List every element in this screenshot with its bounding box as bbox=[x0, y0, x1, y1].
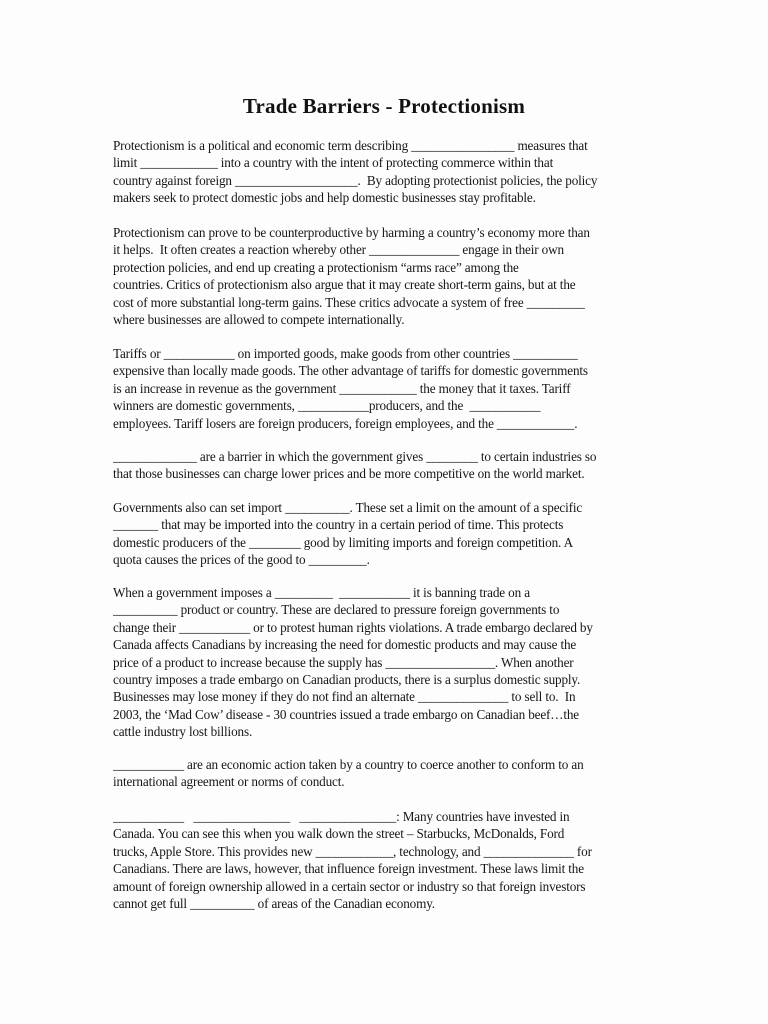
text-line: country imposes a trade embargo on Canadian products, there is a surplus domestic supply. bbox=[113, 672, 581, 688]
text-line: Protectionism can prove to be counterproductive by harming a country’s economy more than bbox=[113, 225, 590, 240]
text-line: cost of more substantial long-term gains. These critics advocate a system of free _________ bbox=[113, 294, 585, 310]
text-line: is an increase in revenue as the government ____________ the money that it taxes. Tariff bbox=[113, 380, 571, 396]
text-line: ___________ _______________ _______________: Many countries have invested in bbox=[113, 809, 570, 824]
text-line: _______ that may be imported into the country in a certain period of time. This protects bbox=[113, 517, 564, 533]
paragraph-subsidies bbox=[113, 448, 655, 483]
text-line: employees. Tariff losers are foreign producers, foreign employees, and the ____________. bbox=[113, 415, 578, 431]
text-line: ___________ are an economic action taken by a country to coerce another to conform to an bbox=[113, 757, 584, 772]
text-line: change their ___________ or to protest human rights violations. A trade embargo declared by bbox=[113, 619, 593, 635]
paragraph-sanctions bbox=[113, 756, 655, 791]
paragraph-protectionism-definition bbox=[113, 137, 655, 207]
page-title: Trade Barriers - Protectionism bbox=[242, 94, 526, 118]
text-line: domestic producers of the ________ good by limiting imports and foreign competition. A bbox=[113, 534, 573, 550]
text-line: cannot get full __________ of areas of the Canadian economy. bbox=[113, 896, 435, 912]
paragraph-tariffs bbox=[113, 345, 655, 432]
text-line: quota causes the prices of the good to _________. bbox=[113, 552, 370, 568]
paragraph-trade-embargo bbox=[113, 584, 655, 741]
paragraph-counterproductive bbox=[113, 224, 655, 328]
text-line: makers seek to protect domestic jobs and help domestic businesses stay profitable. bbox=[113, 190, 536, 206]
text-line: price of a product to increase because the supply has _________________. When another bbox=[113, 654, 574, 670]
text-line: When a government imposes a _________ ___________ it is banning trade on a bbox=[113, 585, 530, 600]
text-line: 2003, the ‘Mad Cow’ disease - 30 countries issued a trade embargo on Canadian beef…the bbox=[113, 706, 579, 722]
paragraph-quotas bbox=[113, 499, 655, 569]
text-line: __________ product or country. These are declared to pressure foreign governments to bbox=[113, 602, 560, 618]
text-line: protection policies, and end up creating a protectionism “arms race” among the bbox=[113, 259, 519, 275]
text-line: Protectionism is a political and economic term describing ________________ measures that bbox=[113, 138, 588, 153]
text-line: country against foreign ___________________. By adopting protectionist policies, the policy bbox=[113, 172, 598, 188]
text-line: countries. Critics of protectionism also argue that it may create short-term gains, but at the bbox=[113, 277, 576, 293]
text-line: Businesses may lose money if they do not find an alternate ______________ to sell to. In bbox=[113, 689, 576, 705]
text-line: Tariffs or ___________ on imported goods, make goods from other countries __________ bbox=[113, 346, 578, 361]
text-line: that those businesses can charge lower prices and be more competitive on the world market. bbox=[113, 466, 585, 482]
text-line: trucks, Apple Store. This provides new ____________, technology, and ______________ for bbox=[113, 843, 592, 859]
text-line: Canada. You can see this when you walk down the street – Starbucks, McDonalds, Ford bbox=[113, 826, 565, 842]
text-line: _____________ are a barrier in which the government gives ________ to certain industries so bbox=[113, 449, 597, 464]
text-line: Canada affects Canadians by increasing the need for domestic products and may cause the bbox=[113, 637, 577, 653]
paragraph-foreign-direct-investment bbox=[113, 808, 655, 912]
text-line: Governments also can set import __________. These set a limit on the amount of a specific bbox=[113, 500, 583, 515]
text-line: Canadians. There are laws, however, that influence foreign investment. These laws limit the bbox=[113, 861, 584, 877]
text-line: winners are domestic governments, ___________producers, and the ___________ bbox=[113, 398, 541, 414]
text-line: it helps. It often creates a reaction whereby other ______________ engage in their own bbox=[113, 242, 564, 258]
text-line: where businesses are allowed to compete internationally. bbox=[113, 312, 405, 328]
text-line: international agreement or norms of conduct. bbox=[113, 774, 345, 790]
text-line: cattle industry lost billions. bbox=[113, 724, 253, 740]
text-line: expensive than locally made goods. The other advantage of tariffs for domestic governments bbox=[113, 363, 588, 379]
text-line: limit ____________ into a country with the intent of protecting commerce within that bbox=[113, 155, 554, 171]
text-line: amount of foreign ownership allowed in a certain sector or industry so that foreign investors bbox=[113, 878, 586, 894]
